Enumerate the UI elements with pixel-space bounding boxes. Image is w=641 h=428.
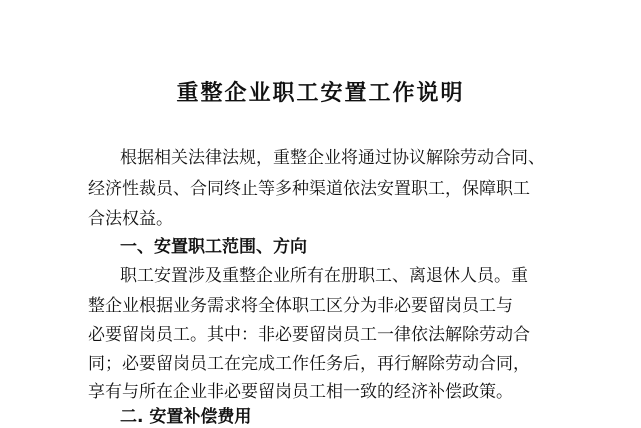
section-2-heading: 二. 安置补偿费用 xyxy=(120,407,252,427)
document-title: 重整企业职工安置工作说明 xyxy=(176,81,465,106)
section-1-line-5: 享有与所在企业非必要留岗员工相一致的经济补偿政策。 xyxy=(88,382,513,402)
section-1-line-2: 整企业根据业务需求将全体职工区分为非必要留岗员工与 xyxy=(88,296,513,316)
intro-line-2: 经济性裁员、合同终止等多种渠道依法安置职工，保障职工 xyxy=(88,179,530,199)
section-1-line-4: 同；必要留岗员工在完成工作任务后，再行解除劳动合同， xyxy=(88,354,530,374)
intro-line-3: 合法权益。 xyxy=(88,209,173,229)
section-1-heading: 一、安置职工范围、方向 xyxy=(120,237,307,257)
section-1-line-1: 职工安置涉及重整企业所有在册职工、离退休人员。重 xyxy=(120,266,528,286)
section-1-line-3: 必要留岗员工。其中：非必要留岗员工一律依法解除劳动合 xyxy=(88,325,530,345)
intro-line-1: 根据相关法律法规，重整企业将通过协议解除劳动合同、 xyxy=(120,148,545,168)
